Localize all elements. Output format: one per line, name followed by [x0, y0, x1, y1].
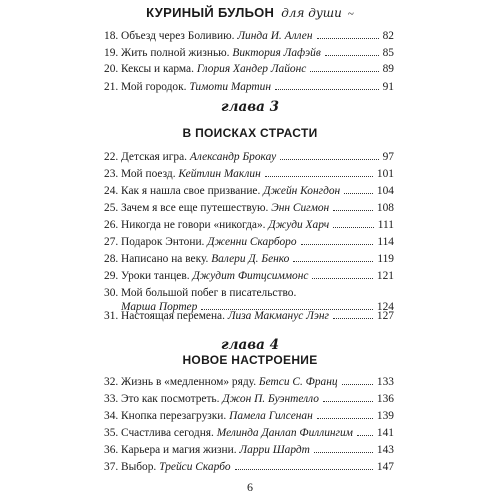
dot-leader [323, 392, 373, 402]
entry-author: Тимоти Мартин [189, 81, 272, 93]
page-number: 6 [247, 480, 253, 494]
toc-entry [104, 252, 394, 266]
entry-number: 28. [104, 253, 119, 265]
dot-leader [333, 218, 374, 228]
book-title: КУРИНЫЙ БУЛЬОН [146, 5, 275, 20]
entry-page: 111 [377, 219, 394, 231]
entry-number: 25. [104, 202, 119, 214]
entry-number: 34. [104, 410, 119, 422]
swirl-ornament: ~ [347, 8, 354, 20]
entry-author: Джуди Харч [268, 219, 330, 231]
entry-page: 127 [376, 310, 394, 322]
entry-number: 36. [104, 444, 119, 456]
dot-leader [275, 80, 379, 90]
entry-title: Детская игра. [121, 151, 188, 163]
entry-page: 91 [382, 81, 394, 93]
dot-leader [235, 460, 373, 470]
dot-leader [317, 409, 373, 419]
entry-number: 26. [104, 219, 119, 231]
entry-number: 24. [104, 185, 119, 197]
entry-author: Глория Хандер Лайонс [196, 63, 307, 75]
entry-title: Как я нашла свое призвание. [121, 185, 261, 197]
entry-title: Написано на веку. [121, 253, 209, 265]
dot-leader [310, 62, 378, 72]
dot-leader [357, 426, 373, 436]
entry-title: Кнопка перезагрузки. [121, 410, 227, 422]
dot-leader [333, 201, 373, 211]
entry-author: Лиза Макманус Лэнг [227, 310, 329, 322]
entry-author: Энн Сигмон [271, 202, 330, 214]
entry-author: Дженни Скарборо [207, 236, 297, 248]
entry-title: Мой поезд. [121, 168, 176, 180]
entry-page: 133 [376, 376, 394, 388]
entry-author: Мелинда Данлап Филлингим [216, 427, 353, 439]
entry-title: Счастлива сегодня. [121, 427, 214, 439]
entry-author: Джон П. Буэнтелло [222, 393, 319, 405]
entry-author: Виктория Лафэйв [232, 47, 321, 59]
entry-page: 121 [376, 270, 394, 282]
entry-title: Мой большой побег в писательство. [121, 287, 297, 299]
toc-entry [104, 46, 394, 60]
entry-author: Трейси Скарбо [159, 461, 231, 473]
entry-page: 104 [376, 185, 394, 197]
toc-entry [104, 29, 394, 43]
entry-author: Джейн Конгдон [263, 185, 341, 197]
entry-title: Никогда не говори «никогда». [121, 219, 266, 231]
toc-entry [104, 309, 394, 323]
toc-entry [104, 392, 394, 406]
entry-number: 32. [104, 376, 119, 388]
entry-author: Бетси С. Франц [258, 376, 338, 388]
toc-entry [104, 235, 394, 249]
entry-page: 114 [377, 236, 394, 248]
dot-leader [317, 29, 379, 39]
toc-entry [104, 150, 394, 164]
chapter-3-label: глава 3 [221, 99, 279, 115]
entry-number: 31. [104, 310, 119, 322]
running-header [0, 4, 500, 22]
toc-entry [104, 443, 394, 457]
entry-title: Мой городок. [121, 81, 187, 93]
entry-title: Выбор. [121, 461, 157, 473]
toc-entry [104, 167, 394, 181]
chapter-3-title: В ПОИСКАХ СТРАСТИ [182, 126, 318, 140]
entry-page: 136 [376, 393, 394, 405]
entry-number: 29. [104, 270, 119, 282]
entry-number: 30. [104, 287, 119, 299]
entry-page: 108 [376, 202, 394, 214]
dot-leader [325, 46, 379, 56]
entry-title: Кексы и карма. [121, 63, 194, 75]
toc-entry [104, 460, 394, 474]
toc-entry [104, 426, 394, 440]
entry-number: 37. [104, 461, 119, 473]
entry-title: Это как посмотреть. [121, 393, 220, 405]
entry-page: 97 [382, 151, 394, 163]
chapter-4-title: НОВОЕ НАСТРОЕНИЕ [182, 353, 318, 367]
dot-leader [333, 309, 373, 319]
toc-entry [104, 201, 394, 215]
dot-leader [280, 150, 378, 160]
dot-leader [314, 443, 373, 453]
entry-page: 147 [376, 461, 394, 473]
entry-author: Памела Гилсенан [229, 410, 313, 422]
toc-entry [104, 375, 394, 389]
dot-leader [312, 269, 372, 279]
entry-number: 21. [104, 81, 119, 93]
entry-number: 18. [104, 30, 119, 42]
dot-leader [344, 184, 373, 194]
entry-title: Уроки танцев. [121, 270, 190, 282]
dot-leader [265, 167, 373, 177]
toc-entry [104, 62, 394, 76]
entry-page: 143 [376, 444, 394, 456]
entry-page: 101 [376, 168, 394, 180]
entry-number: 33. [104, 393, 119, 405]
entry-page: 141 [376, 427, 394, 439]
entry-page: 124 [376, 301, 394, 313]
dot-leader [293, 252, 373, 262]
entry-number: 27. [104, 236, 119, 248]
entry-author: Ларри Шардт [239, 444, 310, 456]
toc-entry [104, 184, 394, 198]
toc-entry [104, 80, 394, 94]
entry-page: 89 [382, 63, 394, 75]
entry-number: 20. [104, 63, 119, 75]
entry-number: 22. [104, 151, 119, 163]
dot-leader [301, 235, 374, 245]
entry-title: Жизнь в «медленном» ряду. [121, 376, 257, 388]
book-title-script: для души [281, 6, 342, 20]
dot-leader [342, 375, 373, 385]
toc-entry [104, 409, 394, 423]
entry-page: 139 [376, 410, 394, 422]
entry-title: Объезд через Боливию. [121, 30, 235, 42]
entry-title: Подарок Энтони. [121, 236, 205, 248]
entry-number: 23. [104, 168, 119, 180]
entry-title: Жить полной жизнью. [121, 47, 230, 59]
chapter-4-label: глава 4 [221, 337, 279, 353]
toc-entry [104, 218, 394, 232]
toc-entry [104, 269, 394, 283]
entry-number: 35. [104, 427, 119, 439]
entry-author: Александр Брокау [189, 151, 277, 163]
entry-author: Линда И. Аллен [237, 30, 313, 42]
entry-page: 82 [382, 30, 394, 42]
entry-title: Зачем я все еще путешествую. [121, 202, 269, 214]
entry-author: Марша Портер [121, 301, 198, 313]
entry-title: Настоящая перемена. [121, 310, 225, 322]
entry-page: 119 [377, 253, 394, 265]
entry-page: 85 [382, 47, 394, 59]
entry-author: Валери Д. Бенко [211, 253, 290, 265]
entry-author: Кейтлин Маклин [178, 168, 261, 180]
entry-number: 19. [104, 47, 119, 59]
entry-title: Карьера и магия жизни. [121, 444, 237, 456]
entry-author: Джудит Фитцсиммонс [192, 270, 309, 282]
